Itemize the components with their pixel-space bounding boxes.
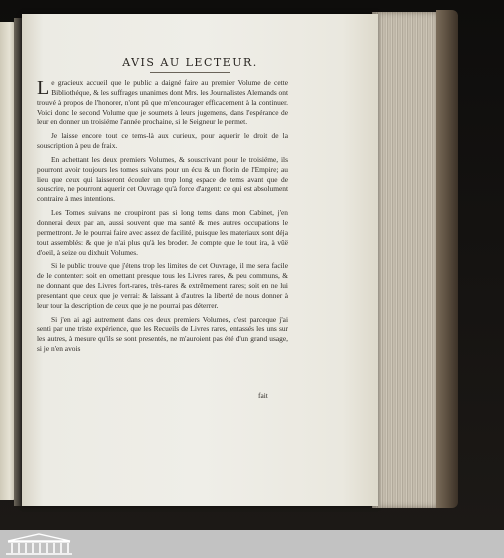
page-block-edges	[372, 12, 442, 508]
footer-bar	[0, 530, 504, 558]
paragraph-2: Je laisse encore tout ce tems-là aux curieux, pour aquerir le droit de la souscription à peu de fraix.	[37, 131, 288, 151]
page-text	[37, 78, 288, 358]
catchword: fait	[258, 391, 268, 400]
paragraph-1	[37, 78, 288, 127]
paragraph-3: En achettant les deux premiers Volumes, & souscrivant pour le troisiéme, ils pourront avoir toujours les tomes suivans pour un écu & un florin de l'Empire; au lieu que ceux qui laisseront écouler un trop long espace de tems avant que de souscrire, ne pourront aquerir cet Ouvrage qu'à force d'argent: ce qui est absolument contraire à mes intentions.	[37, 154, 288, 204]
paragraph-4: Les Tomes suivans ne croupiront pas si long tems dans mon Cabinet, j'en donnerai deux par an, aussi souvent que ma santé & mes autres occupations le permettront. Je le pourrai faire avec assez de facilité, puisque les materiaux sont déja tout assemblés: & que je n'ai plus qu'à les broder. Je compte que le tout ira, à vûë d'oeil, à seize ou dixhuit Volumes.	[37, 208, 288, 257]
drop-cap: L	[37, 77, 50, 99]
title-rule	[150, 72, 230, 73]
book-cover-edge	[436, 10, 458, 508]
paragraph-5: Si le public trouve que j'étens trop les limites de cet Ouvrage, il me sera facile de le contenter: soit en omettant presque tous les Livres rares, & peu communs, & ne donnant que des Livres fort-rares, très-rares & extrêmement rares; soit en ne lui presentant que ceux que je verrai: & laissant à d'autres la liberté de nous donner à leur tour la description de ceux que je ne pourrai pas déterrer.	[37, 261, 288, 310]
paragraph-6: Si j'en ai agi autrement dans ces deux premiers Volumes, c'est parceque j'ai senti par une triste expérience, que les Recueils de Livres rares, entassés les uns sur les autres, à mesure qu'ils se sont presentés, ne m'auroient pas été d'un grand usage, si je n'en avois	[37, 314, 288, 354]
page-title: AVIS AU LECTEUR.	[122, 56, 258, 69]
library-building-icon	[4, 532, 74, 556]
paragraph-1-text: e gracieux accueil que le public a daigné faire au premier Volume de cette Bibliothéque, & les suffrages unanimes dont Mrs. les Journalistes Alemands ont trouvé à propos de l'honorer, n'ont pû que m'encourager efficacement à la continuer. Voici donc le second Volume que je soumets à leurs jugemens, dans l'espérance de leur en donner un troisiéme l'année prochaine, si le Seigneur le permet.	[37, 78, 288, 127]
